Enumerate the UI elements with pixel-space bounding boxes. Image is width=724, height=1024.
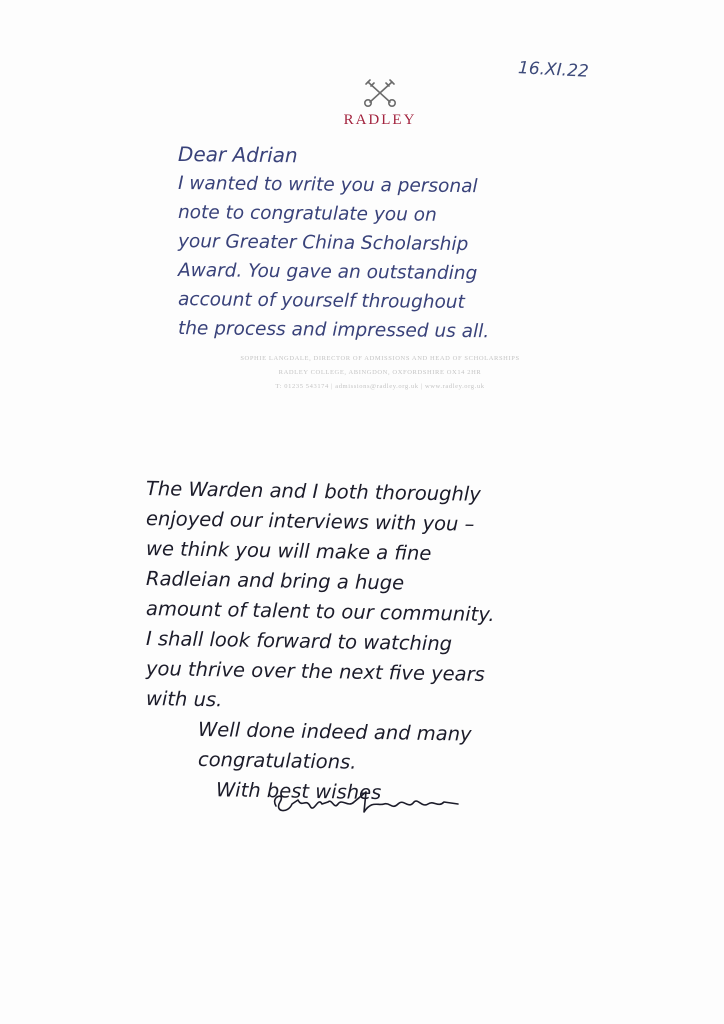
crossed-keys-crest-icon — [362, 78, 398, 108]
body-line: I shall look forward to watching — [145, 627, 453, 656]
handwritten-signature — [268, 786, 468, 820]
note-line: note to congratulate you on — [177, 202, 437, 226]
note-line: Award. You gave an outstanding — [177, 260, 478, 285]
handwritten-note-black — [146, 474, 596, 804]
body-line: The Warden and I both thoroughly — [145, 477, 482, 506]
handwritten-note-blue — [178, 140, 578, 343]
footer-line: RADLEY COLLEGE, ABINGDON, OXFORDSHIRE OX14 2HR — [278, 369, 482, 376]
body-line: you thrive over the next five years — [145, 657, 485, 686]
body-line: amount of talent to our community. — [145, 597, 495, 627]
body-line: with us. — [145, 687, 223, 712]
letter-date: 16.XI.22 — [517, 58, 590, 82]
sign-off: With best wishes — [215, 778, 382, 805]
letterhead-brand: RADLEY — [343, 112, 417, 128]
note-line: your Greater China Scholarship — [177, 231, 469, 256]
body-line: enjoyed our interviews with you – — [145, 507, 475, 536]
closing-line: Well done indeed and many — [197, 717, 472, 746]
note-line: I wanted to write you a personal — [177, 173, 478, 198]
letterhead-footer — [190, 352, 570, 394]
body-line: we think you will make a fine — [145, 537, 432, 565]
body-line: Radleian and bring a huge — [145, 567, 405, 595]
footer-line: T: 01235 543174 | admissions@radley.org.uk | www.radley.org.uk — [275, 383, 485, 390]
note-line: account of yourself throughout — [177, 289, 465, 314]
salutation: Dear Adrian — [177, 142, 298, 168]
closing-line: congratulations. — [197, 747, 357, 774]
footer-line: SOPHIE LANGDALE, DIRECTOR OF ADMISSIONS AND HEAD OF SCHOLARSHIPS — [240, 355, 520, 362]
note-line: the process and impressed us all. — [177, 318, 490, 343]
